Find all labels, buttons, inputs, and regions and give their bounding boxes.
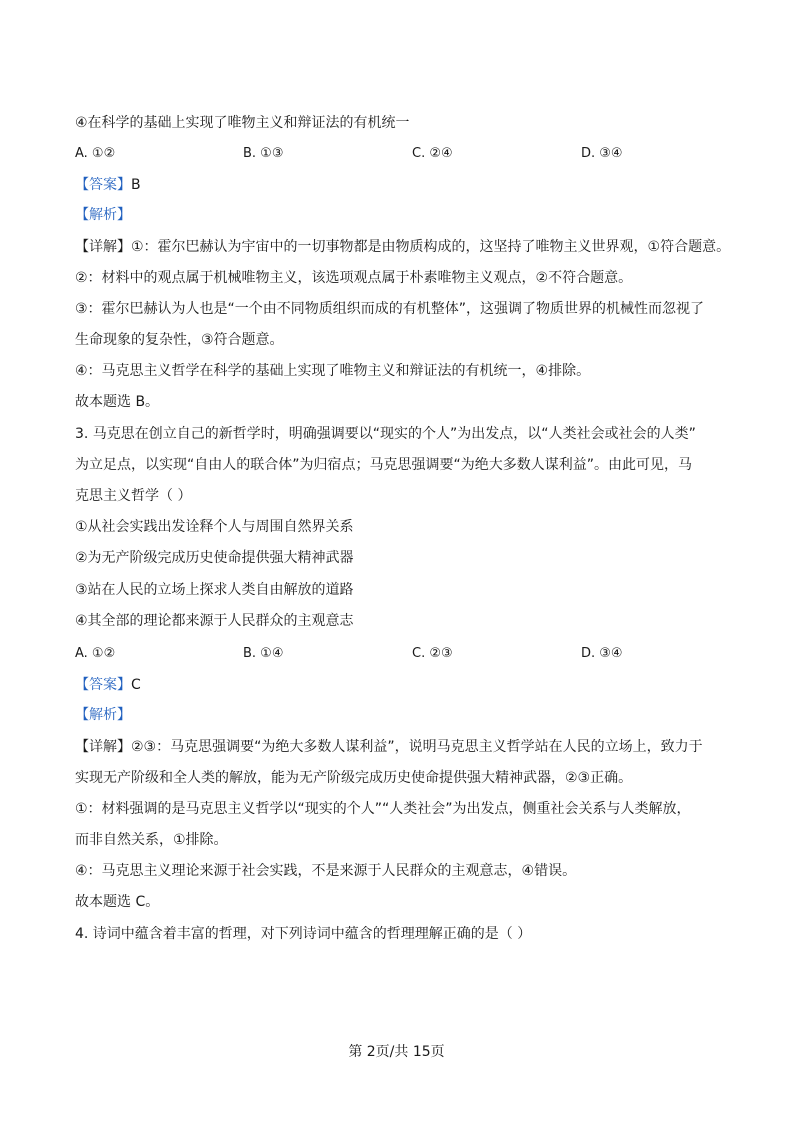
q2-detail-p3-line1: ③：霍尔巴赫认为人也是“一个由不同物质组织而成的有机整体”，这强调了物质世界的机械性而忽视了	[75, 301, 705, 317]
detail-label: 【详解】	[75, 239, 131, 255]
q2-option-c: C. ②④	[412, 146, 453, 161]
q2-analysis-label: 【解析】	[75, 207, 131, 223]
q2-detail-p2: ②：材料中的观点属于机械唯物主义，该选项观点属于朴素唯物主义观点，②不符合题意。	[75, 270, 633, 286]
q3-option-a: A. ①②	[75, 646, 116, 661]
q2-option-d: D. ③④	[581, 146, 623, 161]
q3-detail-p1-line1	[75, 737, 703, 757]
q3-answer	[75, 675, 141, 695]
page-number: 第 2页/共 15页	[348, 1044, 445, 1060]
q2-conclusion: 故本题选 B。	[75, 394, 160, 410]
q3-option-b: B. ①④	[243, 646, 284, 661]
q3-detail-p1-line2: 实现无产阶级和全人类的解放，能为无产阶级完成历史使命提供强大精神武器，②③正确。	[75, 770, 633, 786]
q3-analysis-label: 【解析】	[75, 707, 131, 723]
answer-value: B	[131, 177, 141, 193]
q3-option-c: C. ②③	[412, 646, 453, 661]
detail-label: 【详解】	[75, 739, 131, 755]
q3-detail-p2-line1: ①：材料强调的是马克思主义哲学以“现实的个人”“人类社会”为出发点，侧重社会关系与人类解放，	[75, 801, 691, 817]
q4-stem: 4. 诗词中蕴含着丰富的哲理，对下列诗词中蕴含的哲理理解正确的是（ ）	[75, 926, 532, 942]
q2-option-b: B. ①③	[243, 146, 284, 161]
q3-option-d: D. ③④	[581, 646, 623, 661]
q3-statement-2: ②为无产阶级完成历史使命提供强大精神武器	[75, 550, 354, 566]
q2-detail-p3-line2: 生命现象的复杂性，③符合题意。	[75, 332, 284, 348]
q2-detail-p4: ④：马克思主义哲学在科学的基础上实现了唯物主义和辩证法的有机统一，④排除。	[75, 363, 591, 379]
q2-option-a: A. ①②	[75, 146, 116, 161]
q3-stem-line2: 为立足点，以实现“自由人的联合体”为归宿点；马克思强调要“为绝大多数人谋利益”。由此可见，马	[75, 457, 693, 473]
q3-detail-p3: ④：马克思主义理论来源于社会实践，不是来源于人民群众的主观意志，④错误。	[75, 863, 577, 879]
q3-stem-line3: 克思主义哲学（ ）	[75, 488, 192, 504]
q3-statement-1: ①从社会实践出发诠释个人与周围自然界关系	[75, 519, 354, 535]
q3-conclusion: 故本题选 C。	[75, 894, 160, 910]
q3-detail-p2-line2: 而非自然关系，①排除。	[75, 832, 228, 848]
answer-label: 【答案】	[75, 177, 131, 193]
q3-stem-line1: 3. 马克思在创立自己的新哲学时，明确强调要以“现实的个人”为出发点，以“人类社会或社会的人类”	[75, 426, 696, 442]
detail-text: ①：霍尔巴赫认为宇宙中的一切事物都是由物质构成的，这坚持了唯物主义世界观，①符合题意。	[131, 239, 731, 255]
q2-detail-p1	[75, 237, 730, 257]
q2-statement-4: ④在科学的基础上实现了唯物主义和辩证法的有机统一	[75, 115, 410, 131]
answer-value: C	[131, 677, 141, 693]
detail-text: ②③：马克思强调要“为绝大多数人谋利益”，说明马克思主义哲学站在人民的立场上，致力于	[131, 739, 703, 755]
q3-statement-4: ④其全部的理论都来源于人民群众的主观意志	[75, 613, 354, 629]
q2-answer	[75, 175, 141, 195]
answer-label: 【答案】	[75, 677, 131, 693]
q3-statement-3: ③站在人民的立场上探求人类自由解放的道路	[75, 582, 354, 598]
